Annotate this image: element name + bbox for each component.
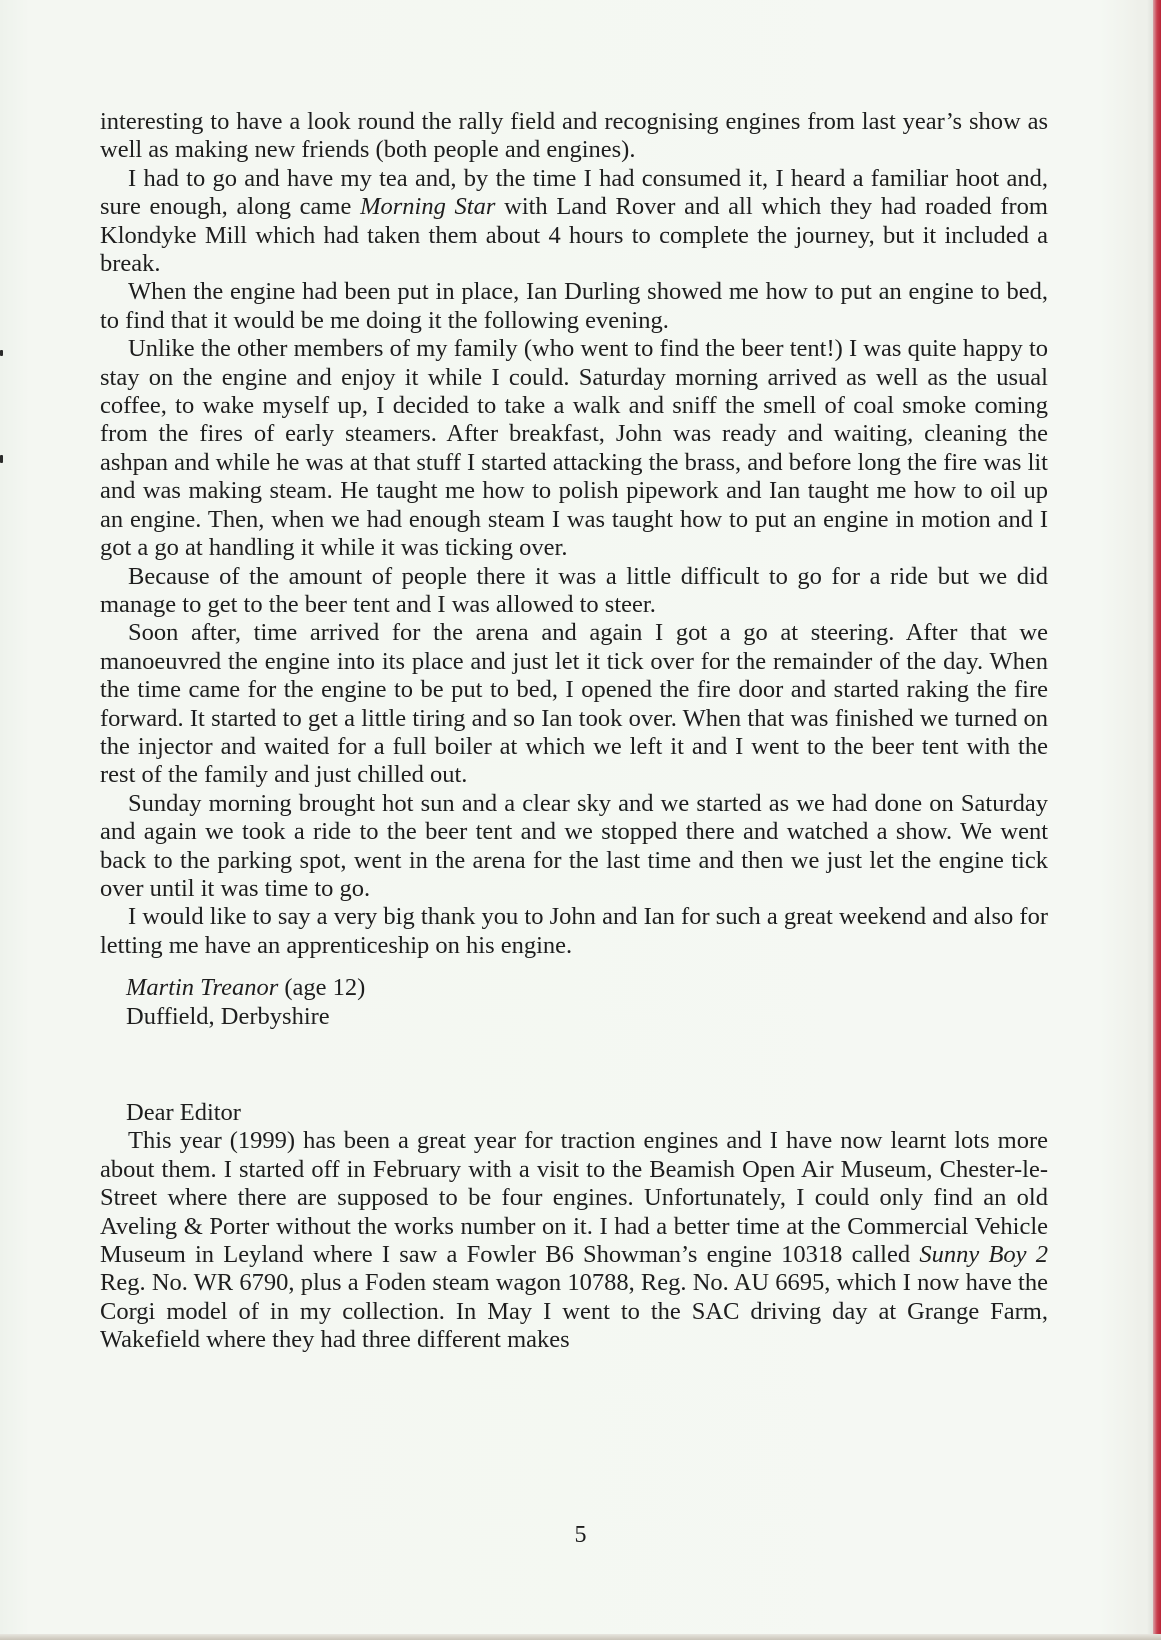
paragraph-text: Because of the amount of people there it was a little difficult to go for a ride but we did manage to get to the beer tent and I was allowed to steer. xyxy=(100,562,1048,618)
paragraph-text: I had to go and have my tea and, by the time I had consumed it, I heard a familiar hoot and, sure enough, along came xyxy=(100,164,1048,221)
signature-name: Martin Treanor xyxy=(126,974,279,1002)
engine-name: Morning Star xyxy=(360,193,496,221)
paragraph-text: interesting to have a look round the rally field and recognising engines from last year’s show as well as making new friends (both people and engines). xyxy=(100,108,1048,164)
paragraph xyxy=(100,1127,1048,1354)
paragraph-text: Sunday morning brought hot sun and a clear sky and we started as we had done on Saturday and again we took a ride to the beer tent and we stopped there and watched a show. We went back to the parking spot, went in the arena for the last time and then we just let the engine tick over until it was time to go. xyxy=(100,789,1048,902)
paragraph xyxy=(100,165,1048,279)
paragraph xyxy=(100,108,1048,165)
signature-block xyxy=(126,974,1048,1031)
binding-mark xyxy=(0,350,3,356)
binding-mark xyxy=(0,455,3,463)
paragraph xyxy=(100,619,1048,789)
signature-line xyxy=(126,974,1048,1002)
paragraph-text: with Land Rover and all which they had roaded from Klondyke Mill which had taken them about 4 hours to complete the journey, but it included a break. xyxy=(100,193,1048,278)
paragraph-text: Unlike the other members of my family (who went to find the beer tent!) I was quite happy to stay on the engine and enjoy it while I could. Saturday morning arrived as well as the usual coffee, to wake myself up, I decided to take a walk and sniff the smell of coal smoke coming from the fires of early steamers. After breakfast, John was ready and waiting, cleaning the ashpan and while he was at that stuff I started attacking the brass, and before long the fire was lit and was making steam. He taught me how to polish pipework and Ian taught me how to oil up an engine. Then, when we had enough steam I was taught how to put an engine in motion and I got a go at handling it while it was ticking over. xyxy=(100,335,1048,562)
signature-age: (age 12) xyxy=(278,974,366,1002)
paragraph xyxy=(100,903,1048,960)
page-number: 5 xyxy=(574,1522,587,1548)
paragraph xyxy=(100,335,1048,562)
paragraph xyxy=(100,563,1048,620)
paragraph-text: I would like to say a very big thank you to John and Ian for such a great weekend and also for letting me have an apprenticeship on his engine. xyxy=(100,903,1048,959)
cover-edge-red xyxy=(1153,0,1161,1640)
signature-place: Duffield, Derbyshire xyxy=(126,1002,330,1030)
salutation: Dear Editor xyxy=(126,1099,241,1126)
body-text xyxy=(100,108,1048,1355)
engine-name: Sunny Boy 2 xyxy=(919,1241,1049,1269)
paragraph xyxy=(100,278,1048,335)
page-bottom-edge xyxy=(0,1634,1161,1640)
paragraph xyxy=(100,790,1048,904)
paragraph-text: When the engine had been put in place, Ian Durling showed me how to put an engine to bed, to find that it would be me doing it the following evening. xyxy=(100,278,1048,334)
paragraph-text: This year (1999) has been a great year for traction engines and I have now learnt lots more about them. I started off in February with a visit to the Beamish Open Air Museum, Chester-le-Street where there are supposed to be four engines. Unfortunately, I could only find an old Aveling & Porter without the works number on it. I had a better time at the Commercial Vehicle Museum in Leyland where I saw a Fowler B6 Showman’s engine 10318 called xyxy=(100,1127,1048,1269)
paragraph-text: Soon after, time arrived for the arena and again I got a go at steering. After that we manoeuvred the engine into its place and just let it tick over for the remainder of the day. When the time came for the engine to be put to bed, I opened the fire door and started raking the fire forward. It started to get a little tiring and so Ian took over. When that was finished we turned on the injector and waited for a full boiler at which we left it and I went to the beer tent with the rest of the family and just chilled out. xyxy=(100,619,1048,789)
paragraph-text: Reg. No. WR 6790, plus a Foden steam wagon 10788, Reg. No. AU 6695, which I now have the Corgi model of in my collection. In May I went to the SAC driving day at Grange Farm, Wakefield where they had three different makes xyxy=(100,1269,1048,1354)
